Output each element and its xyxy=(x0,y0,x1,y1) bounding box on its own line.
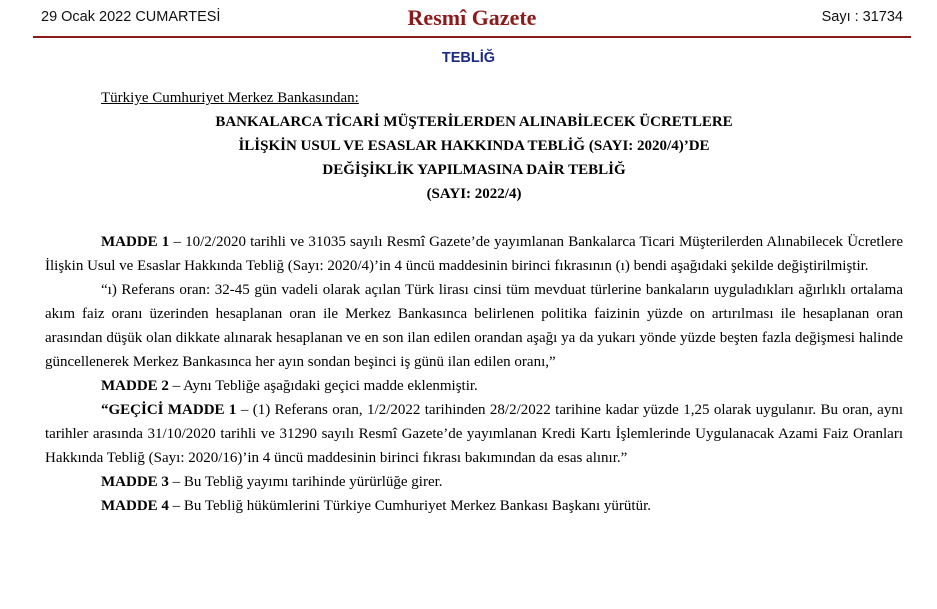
article-text: – Aynı Tebliğe aşağıdaki geçici madde eklenmiştir. xyxy=(168,378,478,394)
article-paragraph xyxy=(45,230,903,278)
issuer-line: Türkiye Cumhuriyet Merkez Bankasından: xyxy=(101,90,359,106)
article-paragraph xyxy=(45,374,903,398)
article-text: – (1) Referans oran, 1/2/2022 tarihinden 28/2/2022 tarihine kadar yüzde 1,25 olarak uygulanır. Bu oran, aynı tarihler arasında 31/10/2020 tarihli ve 31290 sayılı Resmî Gazete’de yayımlanan Kredi Kartı İşlemlerinde Uygulanacak Azami Faiz Oranları Hakkında Tebliğ (Sayı: 2020/16)’in 4 üncü maddesinin birinci fıkrası bakımından da esas alınır.” xyxy=(45,402,903,466)
article-lead: “GEÇİCİ MADDE 1 xyxy=(101,402,237,418)
section-label: TEBLİĞ xyxy=(441,50,496,66)
title-line: DEĞİŞİKLİK YAPILMASINA DAİR TEBLİĞ xyxy=(322,162,626,178)
article-lead: MADDE 4 xyxy=(101,498,169,514)
title-line: BANKALARCA TİCARİ MÜŞTERİLERDEN ALINABİLECEK ÜCRETLERE xyxy=(215,114,733,130)
article-text: “ı) Referans oran: 32-45 gün vadeli olarak açılan Türk lirası cinsi tüm mevduat türlerine bankaların uyguladıkları ağırlıklı ortalama akım faiz oranı üzerinden hesaplanan oran ile Merkez Bankasınca belirlenen politika faizinin yüzde on artırılması ile hesaplanan oran arasından düşük olan dikkate alınarak hesaplanan ve en son ilan edilen orandan aşağı ya da yukarı yönde yüzde beşten fazla değişmesi halinde güncellenerek Merkez Bankasınca her ayın sondan beşinci iş günü ilan edilen oranı,” xyxy=(45,282,903,370)
article-paragraph xyxy=(45,398,903,470)
article-text: – 10/2/2020 tarihli ve 31035 sayılı Resmî Gazete’de yayımlanan Bankalarca Ticari Müşterilerden Alınabilecek Ücretlere İlişkin Usul ve Esaslar Hakkında Tebliğ (Sayı: 2020/4)’in 4 üncü maddesinin birinci fıkrasının (ı) bendi aşağıdaki şekilde değiştirilmiştir. xyxy=(45,234,903,274)
publication-date: 29 Ocak 2022 CUMARTESİ xyxy=(41,9,221,25)
article-paragraph xyxy=(45,494,903,518)
title-line: İLİŞKİN USUL VE ESASLAR HAKKINDA TEBLİĞ (SAYI: 2020/4)’DE xyxy=(238,138,710,154)
article-lead: MADDE 2 xyxy=(101,378,169,394)
spacer xyxy=(45,206,903,230)
article-text: – Bu Tebliğ yayımı tarihinde yürürlüğe girer. xyxy=(168,474,443,490)
article-lead: MADDE 1 xyxy=(101,234,170,250)
article-paragraph xyxy=(45,470,903,494)
title-line: (SAYI: 2022/4) xyxy=(426,186,522,202)
gazette-header xyxy=(33,0,911,38)
document-body xyxy=(45,86,903,518)
article-paragraph xyxy=(45,278,903,374)
article-lead: MADDE 3 xyxy=(101,474,169,490)
article-text: – Bu Tebliğ hükümlerini Türkiye Cumhuriyet Merkez Bankası Başkanı yürütür. xyxy=(168,498,651,514)
issue-number: Sayı : 31734 xyxy=(821,9,903,25)
gazette-title: Resmî Gazete xyxy=(407,5,537,30)
